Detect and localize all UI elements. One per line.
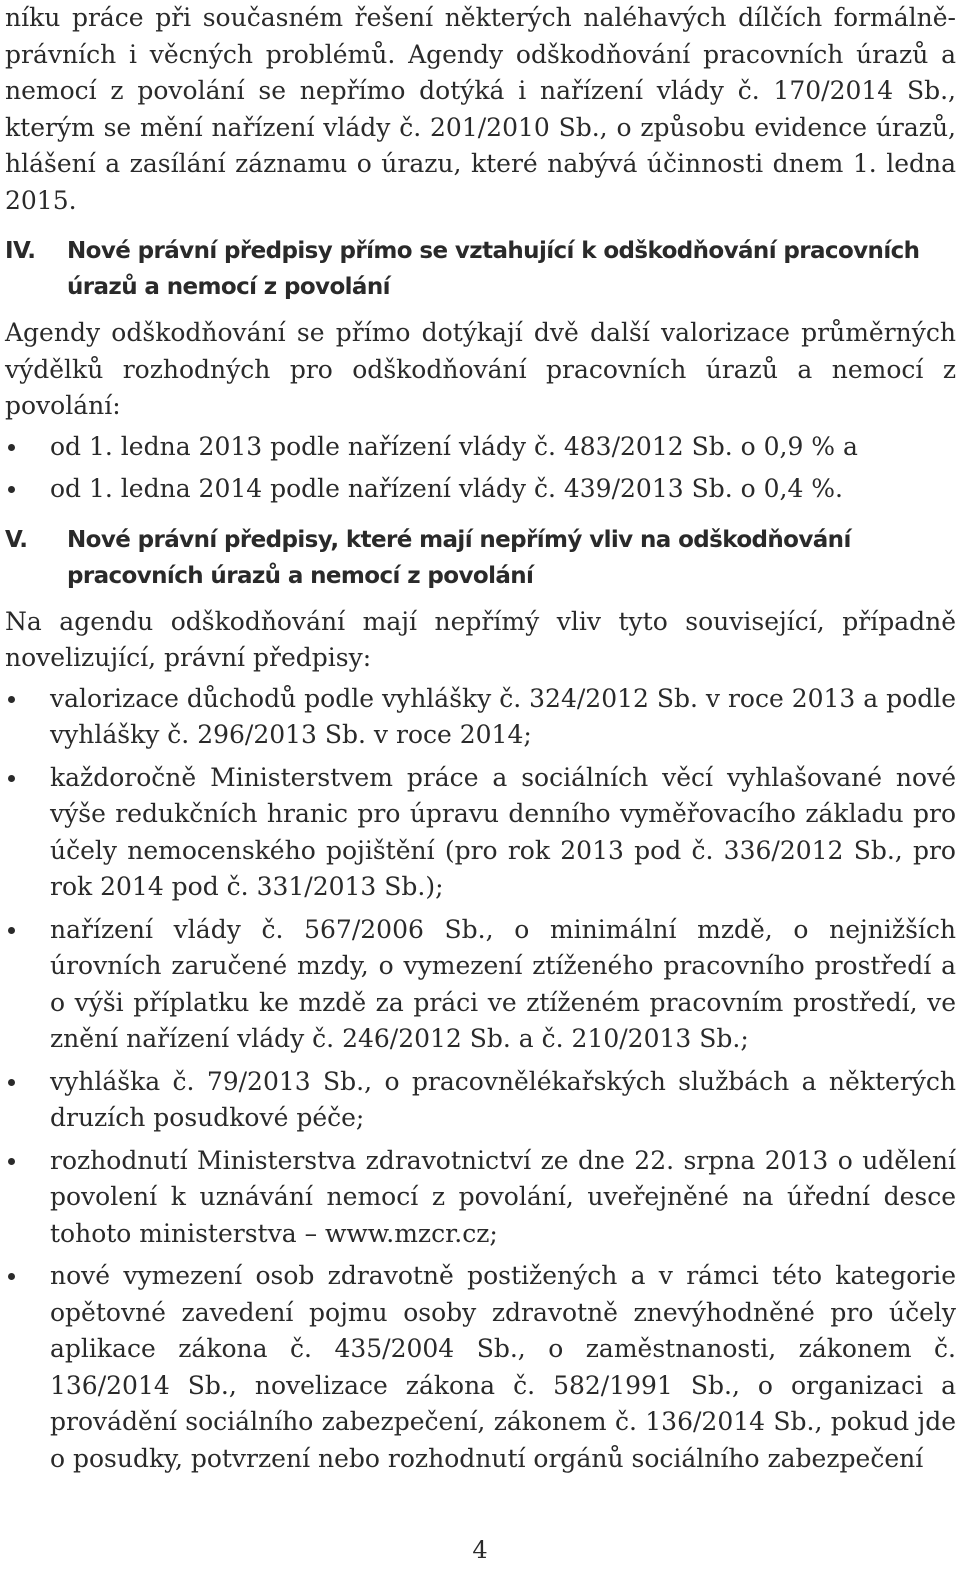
list-item <box>5 681 956 754</box>
bullet-icon <box>8 1079 15 1086</box>
list-item-text: od 1. ledna 2014 podle nařízení vlády č. 439/2013 Sb. o 0,4 %. <box>50 474 844 503</box>
list-item-text: rozhodnutí Ministerstva zdravotnictví ze dne 22. srpna 2013 o udělení povolení k uznávání nemocí z povolání, uveřejněné na úřední desce tohoto ministerstva – www.mzcr.cz; <box>50 1145 956 1248</box>
list-item <box>5 1258 956 1477</box>
section-v-number: V. <box>5 526 28 553</box>
section-v-heading <box>5 522 956 594</box>
section-v-paragraph: Na agendu odškodňování mají nepřímý vliv tyto související, případně novelizující, právní předpisy: <box>5 606 956 672</box>
bullet-icon <box>8 1158 15 1165</box>
intro-section <box>5 0 956 219</box>
list-item-text: každoročně Ministerstvem práce a sociálních věcí vyhlašované nové výše redukčních hranic pro úpravu denního vyměřovacího základu pro účely nemocenského pojištění (pro rok 2013 pod č. 336/2012 Sb., pro rok 2014 pod č. 331/2013 Sb.); <box>50 762 956 901</box>
list-item-text: nařízení vlády č. 567/2006 Sb., o minimální mzdě, o nejnižších úrovních zaručené mzdy, o vymezení ztíženého pracovního prostředí a o výši příplatku ke mzdě za práci ve ztíženém pracovním prostředí, ve znění nařízení vlády č. 246/2012 Sb. a č. 210/2013 Sb.; <box>50 914 956 1053</box>
list-item <box>5 1143 956 1253</box>
list-item <box>5 429 956 466</box>
list-item-text: nové vymezení osob zdravotně postižených a v rámci této kategorie opětovné zavedení pojmu osoby zdravotně znevýhodněné pro účely aplikace zákona č. 435/2004 Sb., o zaměstnanosti, zákonem č. 136/2014 Sb., novelizace zákona č. 582/1991 Sb., o organizaci a provádění sociálního zabezpečení, zákonem č. 136/2014 Sb., pokud jde o posudky, potvrzení nebo rozhodnutí orgánů sociálního zabezpečení <box>50 1261 956 1473</box>
list-item <box>5 1064 956 1137</box>
bullet-icon <box>8 775 15 782</box>
intro-paragraph: níku práce při současném řešení některých naléhavých dílčích formálně-právních i věcných problémů. Agendy odškodňování pracovních úrazů a nemocí z povolání se nepřímo dotýká i nařízení vlády č. 170/2014 Sb., kterým se mění nařízení vlády č. 201/2010 Sb., o způsobu evidence úrazů, hlášení a zasílání záznamu o úrazu, které nabývá účinnosti dnem 1. ledna 2015. <box>5 3 956 215</box>
section-iv-list <box>5 429 956 508</box>
section-iv-paragraph: Agendy odškodňování se přímo dotýkají dvě další valorizace průměrných výdělků rozhodných pro odškodňování pracovních úrazů a nemocí z povolání: <box>5 318 956 420</box>
section-iv-number: IV. <box>5 238 36 264</box>
bullet-icon <box>8 486 15 493</box>
list-item <box>5 912 956 1058</box>
bullet-icon <box>8 927 15 934</box>
bullet-icon <box>8 444 15 451</box>
list-item-text: od 1. ledna 2013 podle nařízení vlády č. 483/2012 Sb. o 0,9 % a <box>50 431 858 461</box>
list-item-text: vyhláška č. 79/2013 Sb., o pracovnělékařských službách a některých druzích posudkové péče; <box>50 1066 956 1132</box>
bullet-icon <box>8 696 15 703</box>
list-item <box>5 471 956 508</box>
list-item <box>5 760 956 906</box>
list-item-text: valorizace důchodů podle vyhlášky č. 324/2012 Sb. v roce 2013 a podle vyhlášky č. 296/2013 Sb. v roce 2014; <box>50 683 956 749</box>
bullet-icon <box>8 1273 15 1280</box>
page-number: 4 <box>472 1536 488 1564</box>
section-iv-title: Nové právní předpisy přímo se vztahující k odškodňování pracovních úrazů a nemocí z povolání <box>67 238 920 300</box>
section-v-title: Nové právní předpisy, které mají nepřímý vliv na odškodňování pracovních úrazů a nemocí z povolání <box>67 526 851 589</box>
section-v-list <box>5 681 956 1478</box>
section-iv-heading <box>5 233 956 305</box>
